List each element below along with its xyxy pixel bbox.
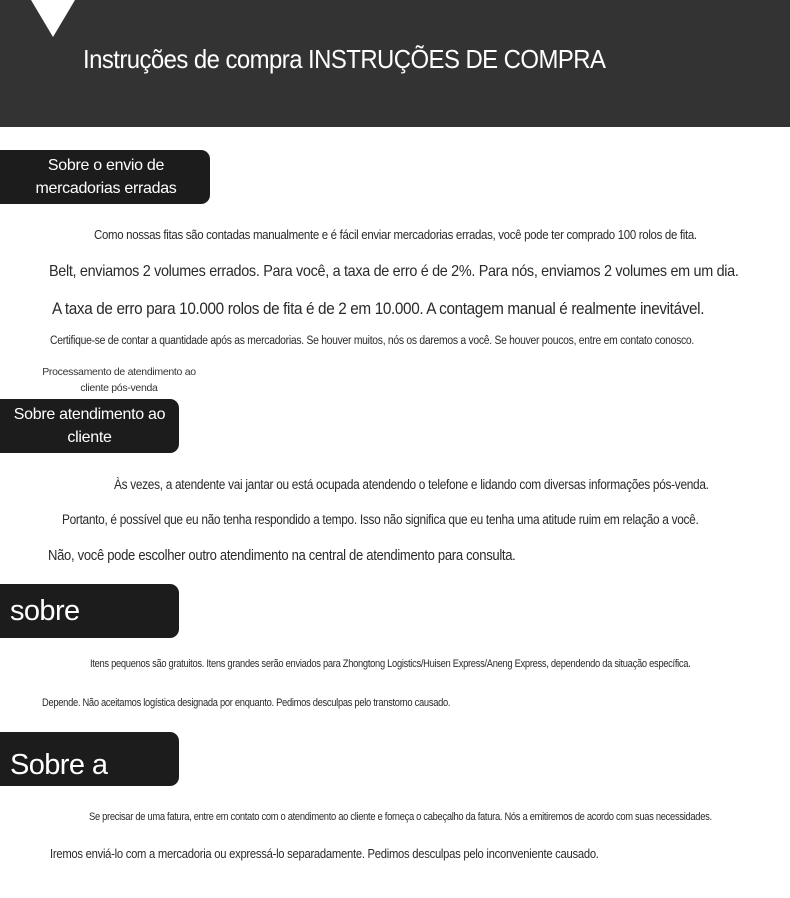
section-line: Itens pequenos são gratuitos. Itens grandes serão enviados para Zhongtong Logistics/Huisen Express/Aneng Express, dependendo da situação específica. [90, 658, 691, 670]
section-heading-delivery: sobre entrega [0, 584, 179, 638]
section-line: A taxa de erro para 10.000 rolos de fita é de 2 em 10.000. A contagem manual é realmente inevitável. [52, 299, 705, 318]
section-line: Não, você pode escolher outro atendimento na central de atendimento para consulta. [48, 548, 516, 564]
after-sales-note: Processamento de atendimento ao cliente pós-venda [42, 366, 196, 394]
section-heading-customer-service: Sobre atendimento ao cliente [0, 399, 179, 453]
section-heading-wrong-goods: Sobre o envio de mercadorias erradas [0, 150, 210, 204]
section-line: Se precisar de uma fatura, entre em contato com o atendimento ao cliente e forneça o cabeçalho da fatura. Nós a emitiremos de acordo com suas necessidades. [89, 811, 712, 823]
triangle-marker-icon [31, 0, 75, 37]
section-line: Como nossas fitas são contadas manualmente e é fácil enviar mercadorias erradas, você pode ter comprado 100 rolos de fita. [94, 227, 697, 242]
section-line: Iremos enviá-lo com a mercadoria ou expressá-lo separadamente. Pedimos desculpas pelo inconveniente causado. [50, 847, 599, 861]
page-title: Instruções de compra INSTRUÇÕES DE COMPRA [83, 44, 606, 74]
section-line: Portanto, é possível que eu não tenha respondido a tempo. Isso não significa que eu tenha uma atitude ruim em relação a você. [62, 512, 699, 527]
section-line: Depende. Não aceitamos logística designada por enquanto. Pedimos desculpas pelo transtorno causado. [42, 697, 451, 709]
section-line: Às vezes, a atendente vai jantar ou está ocupada atendendo o telefone e lidando com diversas informações pós-venda. [114, 477, 709, 492]
header-banner [0, 0, 790, 127]
section-line: Certifique-se de contar a quantidade após as mercadorias. Se houver muitos, nós os daremos a você. Se houver poucos, entre em contato conosco. [50, 335, 695, 347]
section-line: Belt, enviamos 2 volumes errados. Para você, a taxa de erro é de 2%. Para nós, enviamos 2 volumes em um dia. [49, 263, 739, 280]
section-heading-invoice: Sobre a fatura [0, 732, 179, 786]
